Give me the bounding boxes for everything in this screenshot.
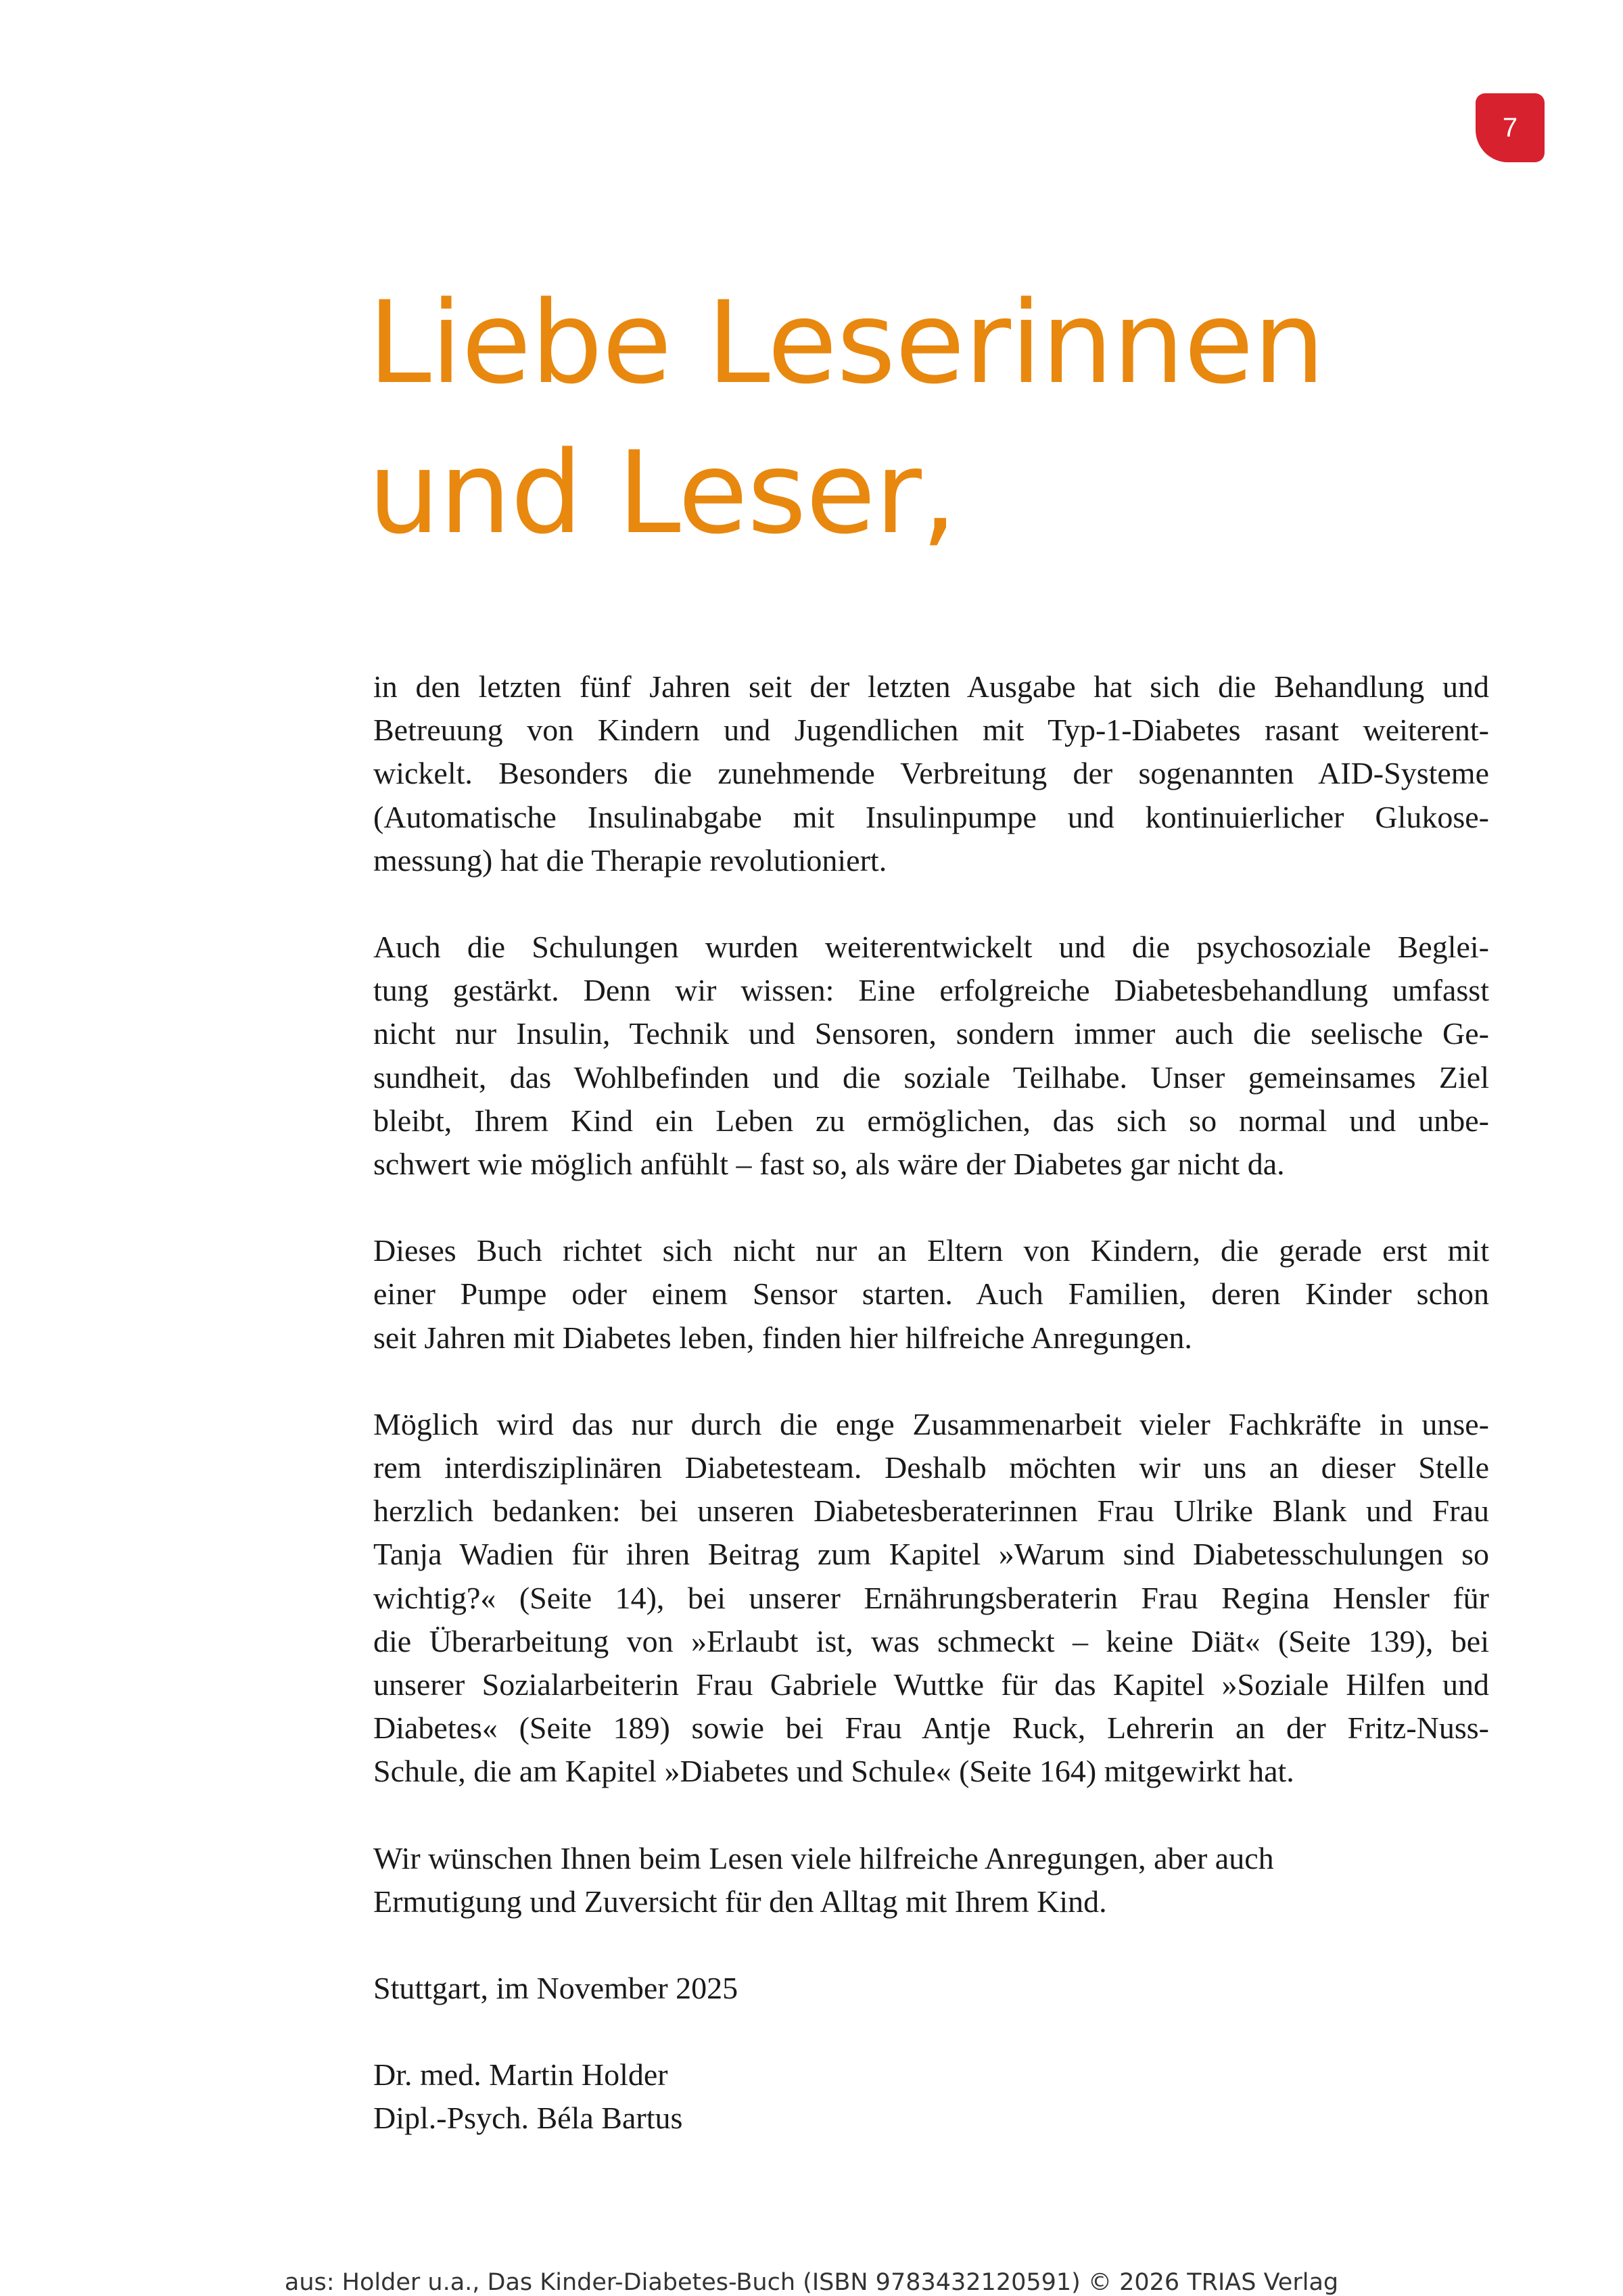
title-line-2: und Leser,: [368, 427, 957, 559]
text-line: Möglich wird das nur durch die enge Zusammenarbeit vieler Fachkräfte in unse-: [373, 1406, 1489, 1441]
footer-citation: aus: Holder u.a., Das Kinder-Diabetes-Buch (ISBN 9783432120591) © 2026 TRIAS Verlag: [284, 2269, 1339, 2296]
page-title: [368, 268, 1518, 568]
text-line: wichtig?« (Seite 14), bei unserer Ernährungsberaterin Frau Regina Hensler für: [373, 1580, 1489, 1615]
text-line: Diabetes« (Seite 189) sowie bei Frau Antje Ruck, Lehrerin an der Fritz-Nuss-: [373, 1711, 1489, 1746]
place-date-text: Stuttgart, im November 2025: [373, 1971, 738, 2006]
paragraph-5: [373, 1837, 1489, 1923]
text-line: Ermutigung und Zuversicht für den Alltag mit Ihrem Kind.: [373, 1884, 1107, 1919]
text-line: Schule, die am Kapitel »Diabetes und Schule« (Seite 164) mitgewirkt hat.: [373, 1754, 1294, 1789]
text-line: seit Jahren mit Diabetes leben, finden hier hilfreiche Anregungen.: [373, 1320, 1192, 1355]
place-date: [373, 1967, 1489, 2010]
text-line: die Überarbeitung von »Erlaubt ist, was schmeckt – keine Diät« (Seite 139), bei: [373, 1623, 1489, 1658]
text-line: unserer Sozialarbeiterin Frau Gabriele Wuttke für das Kapitel »Soziale Hilfen und: [373, 1667, 1489, 1702]
text-line: bleibt, Ihrem Kind ein Leben zu ermöglichen, das sich so normal und unbe-: [373, 1103, 1489, 1138]
text-line: in den letzten fünf Jahren seit der letzten Ausgabe hat sich die Behandlung und: [373, 669, 1489, 704]
text-line: messung) hat die Therapie revolutioniert.: [373, 842, 887, 878]
paragraph-3: [373, 1229, 1489, 1360]
text-line: nicht nur Insulin, Technik und Sensoren, sondern immer auch die seelische Ge-: [373, 1016, 1489, 1051]
author-name: Dipl.-Psych. Béla Bartus: [373, 2101, 683, 2136]
text-line: Auch die Schulungen wurden weiterentwickelt und die psychosoziale Beglei-: [373, 930, 1489, 965]
text-line: rem interdisziplinären Diabetesteam. Deshalb möchten wir uns an dieser Stelle: [373, 1450, 1489, 1485]
text-line: wickelt. Besonders die zunehmende Verbreitung der sogenannten AID-Systeme: [373, 756, 1489, 791]
text-line: Betreuung von Kindern und Jugendlichen mit Typ-1-Diabetes rasant weiterent-: [373, 713, 1489, 748]
text-line: sundheit, das Wohlbefinden und die soziale Teilhabe. Unser gemeinsames Ziel: [373, 1059, 1489, 1095]
author-name: Dr. med. Martin Holder: [373, 2057, 668, 2092]
signature-block: [373, 2053, 1489, 2140]
text-line: schwert wie möglich anfühlt – fast so, als wäre der Diabetes gar nicht da.: [373, 1147, 1285, 1182]
text-line: (Automatische Insulinabgabe mit Insulinpumpe und kontinuierlicher Glukose-: [373, 799, 1489, 834]
paragraph-1: [373, 665, 1489, 882]
title-line-1: Liebe Leserinnen: [368, 277, 1325, 409]
text-line: Tanja Wadien für ihren Beitrag zum Kapitel »Warum sind Diabetesschulungen so: [373, 1537, 1489, 1572]
text-line: tung gestärkt. Denn wir wissen: Eine erfolgreiche Diabetesbehandlung umfasst: [373, 973, 1489, 1008]
page-number: 7: [1502, 112, 1518, 143]
text-line: Dieses Buch richtet sich nicht nur an Eltern von Kindern, die gerade erst mit: [373, 1233, 1489, 1268]
text-line: Wir wünschen Ihnen beim Lesen viele hilfreiche Anregungen, aber auch: [373, 1840, 1274, 1875]
text-line: herzlich bedanken: bei unseren Diabetesberaterinnen Frau Ulrike Blank und Frau: [373, 1493, 1489, 1529]
paragraph-4: [373, 1403, 1489, 1794]
text-line: einer Pumpe oder einem Sensor starten. Auch Familien, deren Kinder schon: [373, 1276, 1489, 1312]
paragraph-2: [373, 926, 1489, 1186]
page-number-tab: [1476, 93, 1545, 162]
body-text: [373, 665, 1489, 2140]
